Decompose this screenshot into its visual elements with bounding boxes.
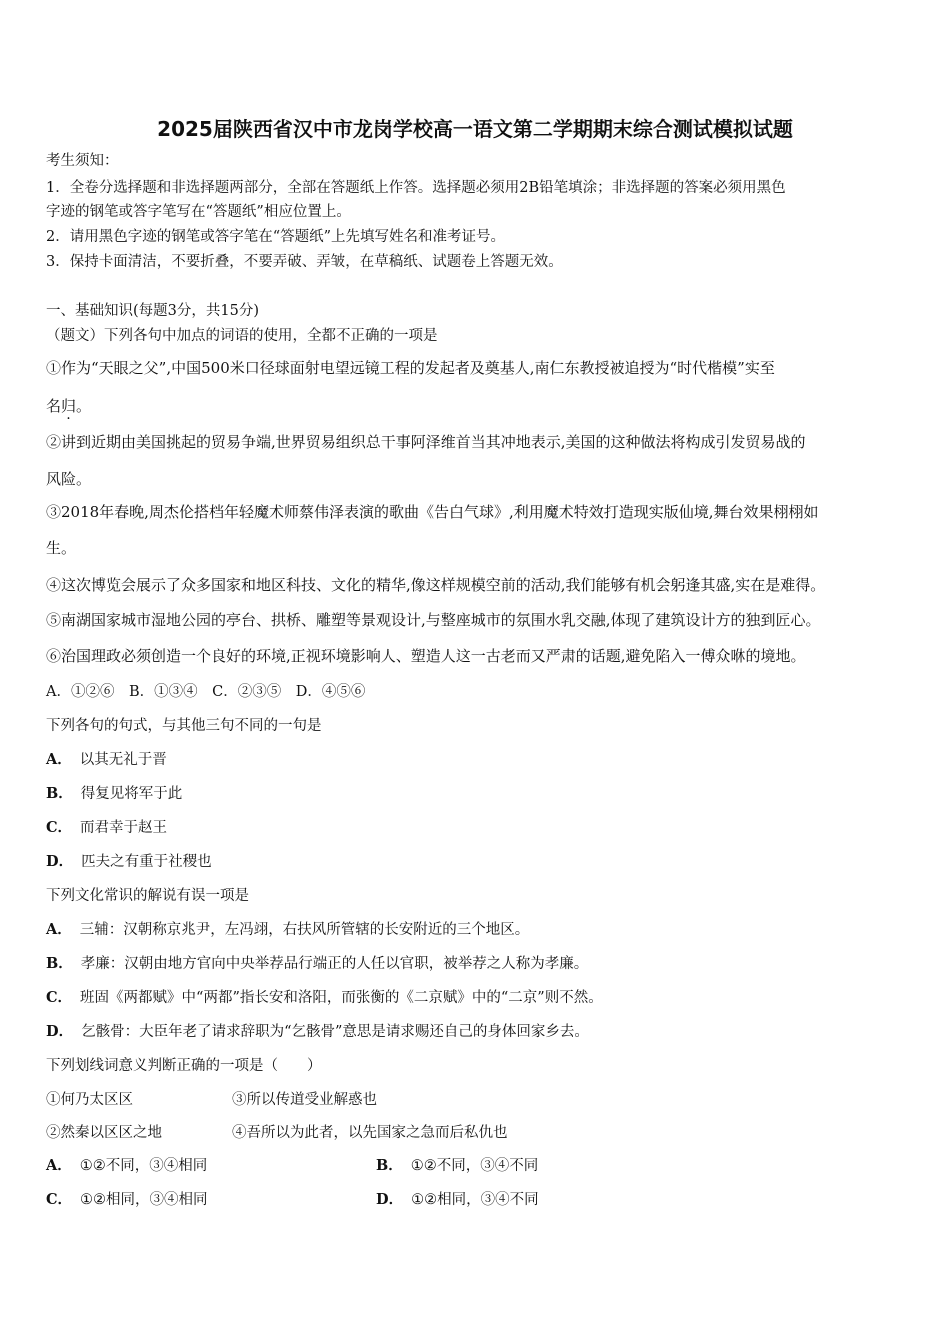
q1-sentence-4: ④这次博览会展示了众多国家和地区科技、文化的精华,像这样规模空前的活动,我们能够有机会躬逢其盛,实在是难得。 — [46, 576, 826, 594]
option-letter: C． — [46, 1191, 73, 1208]
dotted-char: 归 — [61, 397, 77, 415]
option-text: 得复见将军于此 — [80, 786, 183, 802]
text: 名 — [46, 397, 62, 415]
q1-options: A．①②⑥ B．①③④ C．②③⑤ D．④⑤⑥ — [46, 684, 366, 700]
option-text: 三辅：汉朝称京兆尹，左冯翊，右扶风所管辖的长安附近的三个地区。 — [79, 922, 530, 938]
notice-heading: 考生须知： — [46, 153, 119, 169]
q1-sentence-1-cont — [46, 396, 91, 416]
question-3-stem: 下列文化常识的解说有误一项是 — [46, 888, 249, 904]
text: 。 — [76, 397, 92, 415]
q4-pair-1-right: ③所以传道受业解惑也 — [232, 1092, 377, 1108]
option-text: 以其无礼于晋 — [79, 752, 167, 768]
option-text: 班固《两都赋》中“两都”指长安和洛阳，而张衡的《二京赋》中的“二京”则不然。 — [80, 990, 603, 1006]
q3-option — [46, 1022, 589, 1042]
option-text: ①②不同，③④相同 — [79, 1158, 208, 1174]
question-2-stem: 下列各句的句式，与其他三句不同的一句是 — [46, 718, 322, 734]
q4-pair-1-left: ①何乃太区区 — [46, 1092, 133, 1108]
notice-item: 2．请用黑色字迹的钢笔或答字笔在“答题纸”上先填写姓名和准考证号。 — [46, 229, 506, 245]
q1-sentence-5: ⑤南湖国家城市湿地公园的亭台、拱桥、雕塑等景观设计,与整座城市的氛围水乳交融,体现了建筑设计方的独到匠心。 — [46, 611, 821, 629]
q4-option-c — [46, 1190, 208, 1210]
q1-sentence-1: ①作为“天眼之父”,中国500米口径球面射电望远镜工程的发起者及奠基人,南仁东教授被追授为“时代楷模”实至 — [46, 359, 775, 377]
notice-item: 1．全卷分选择题和非选择题两部分，全部在答题纸上作答。选择题必须用2B铅笔填涂；非选择题的答案必须用黑色 — [46, 180, 786, 196]
section-heading: 一、基础知识(每题3分，共15分) — [46, 303, 259, 319]
exam-title: 2025届陕西省汉中市龙岗学校高一语文第二学期期末综合测试模拟试题 — [157, 117, 793, 141]
option-text: 而君幸于赵王 — [80, 820, 168, 836]
option-text: 孝廉：汉朝由地方官向中央举荐品行端正的人任以官职，被举荐之人称为孝廉。 — [80, 956, 589, 972]
option-text: ①②相同，③④不同 — [411, 1192, 539, 1208]
option-letter: D． — [46, 853, 74, 870]
option-text: ①②不同，③④不同 — [410, 1158, 539, 1174]
q4-pair-2-left: ②然秦以区区之地 — [46, 1125, 162, 1141]
q2-option — [46, 750, 167, 770]
q3-option — [46, 954, 588, 974]
option-letter: A． — [46, 921, 72, 938]
option-letter: C． — [46, 819, 73, 836]
q4-option-d — [376, 1190, 539, 1210]
q1-sentence-3-cont: 生。 — [46, 539, 77, 557]
option-letter: B． — [46, 785, 73, 802]
question-4-stem: 下列划线词意义判断正确的一项是（ ） — [46, 1058, 322, 1074]
question-1-stem: （题文）下列各句中加点的词语的使用，全都不正确的一项是 — [46, 328, 438, 344]
option-letter: A． — [46, 1157, 72, 1174]
option-letter: D． — [376, 1191, 404, 1208]
option-letter: B． — [376, 1157, 403, 1174]
option-text: 乞骸骨：大臣年老了请求辞职为“乞骸骨”意思是请求赐还自己的身体回家乡去。 — [81, 1024, 589, 1040]
q1-sentence-6: ⑥治国理政必须创造一个良好的环境,正视环境影响人、塑造人这一古老而又严肃的话题,避免陷入一傅众咻的境地。 — [46, 647, 806, 665]
option-letter: B． — [46, 955, 73, 972]
notice-item: 3．保持卡面清洁，不要折叠，不要弄破、弄皱，在草稿纸、试题卷上答题无效。 — [46, 254, 563, 270]
q2-option — [46, 818, 167, 838]
option-letter: D． — [46, 1023, 74, 1040]
q3-option — [46, 920, 529, 940]
q1-sentence-2: ②讲到近期由美国挑起的贸易争端,世界贸易组织总干事阿泽维首当其冲地表示,美国的这种做法将构成引发贸易战的 — [46, 433, 806, 451]
option-text: 匹夫之有重于社稷也 — [81, 854, 212, 870]
option-letter: A． — [46, 751, 72, 768]
option-text: ①②相同，③④相同 — [80, 1192, 208, 1208]
option-letter: C． — [46, 989, 73, 1006]
q1-sentence-3: ③2018年春晚,周杰伦搭档年轻魔术师蔡伟泽表演的歌曲《告白气球》,利用魔术特效打造现实版仙境,舞台效果栩栩如 — [46, 503, 819, 521]
q2-option — [46, 784, 182, 804]
q2-option — [46, 852, 212, 872]
q1-sentence-2-cont: 风险。 — [46, 470, 92, 488]
q4-option-b — [376, 1156, 538, 1176]
q3-option — [46, 988, 603, 1008]
q4-pair-2-right: ④吾所以为此者，以先国家之急而后私仇也 — [232, 1125, 508, 1141]
q4-option-a — [46, 1156, 207, 1176]
notice-item: 字迹的钢笔或答字笔写在“答题纸”相应位置上。 — [46, 204, 351, 220]
